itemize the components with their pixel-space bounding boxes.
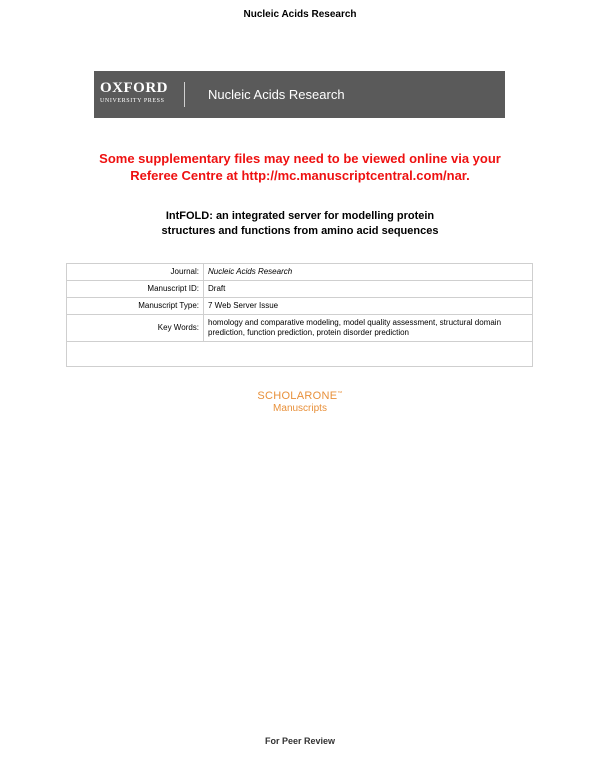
publisher-subtitle: UNIVERSITY PRESS xyxy=(100,98,165,104)
banner-journal-name: Nucleic Acids Research xyxy=(208,87,345,102)
manuscript-type-label: Manuscript Type: xyxy=(67,298,204,315)
table-row xyxy=(67,264,533,281)
manuscript-type-value: 7 Web Server Issue xyxy=(204,298,533,315)
publisher-logo: OXFORD xyxy=(100,80,168,96)
key-words-value: homology and comparative modeling, model quality assessment, structural domain prediction, function prediction, protein disorder prediction xyxy=(204,315,533,342)
title-line-1: IntFOLD: an integrated server for modelling protein xyxy=(165,210,435,222)
table-row xyxy=(67,281,533,298)
page-footer: For Peer Review xyxy=(264,736,336,746)
trademark-mark: ™ xyxy=(337,390,343,397)
journal-banner xyxy=(94,71,505,118)
empty-cell xyxy=(67,342,533,367)
manuscript-title xyxy=(0,209,600,239)
journal-value: Nucleic Acids Research xyxy=(204,264,533,281)
table-row xyxy=(67,298,533,315)
notice-line-1: Some supplementary files may need to be viewed online via your xyxy=(99,151,501,166)
journal-label: Journal: xyxy=(67,264,204,281)
manuscript-metadata-table xyxy=(66,263,533,367)
key-words-label: Key Words: xyxy=(67,315,204,342)
table-row-empty xyxy=(67,342,533,367)
notice-line-2: Referee Centre at http://mc.manuscriptcentral.com/nar. xyxy=(130,168,470,183)
manuscript-id-value: Draft xyxy=(204,281,533,298)
scholarone-product: Manuscripts xyxy=(273,403,327,414)
supplementary-notice xyxy=(0,150,600,184)
scholarone-brand: SCHOLARONE xyxy=(257,390,338,402)
title-line-2: structures and functions from amino acid sequences xyxy=(161,225,439,237)
manuscript-id-label: Manuscript ID: xyxy=(67,281,204,298)
running-head: Nucleic Acids Research xyxy=(243,9,357,20)
table-row xyxy=(67,315,533,342)
scholarone-logo xyxy=(0,390,600,402)
banner-divider xyxy=(184,82,185,107)
